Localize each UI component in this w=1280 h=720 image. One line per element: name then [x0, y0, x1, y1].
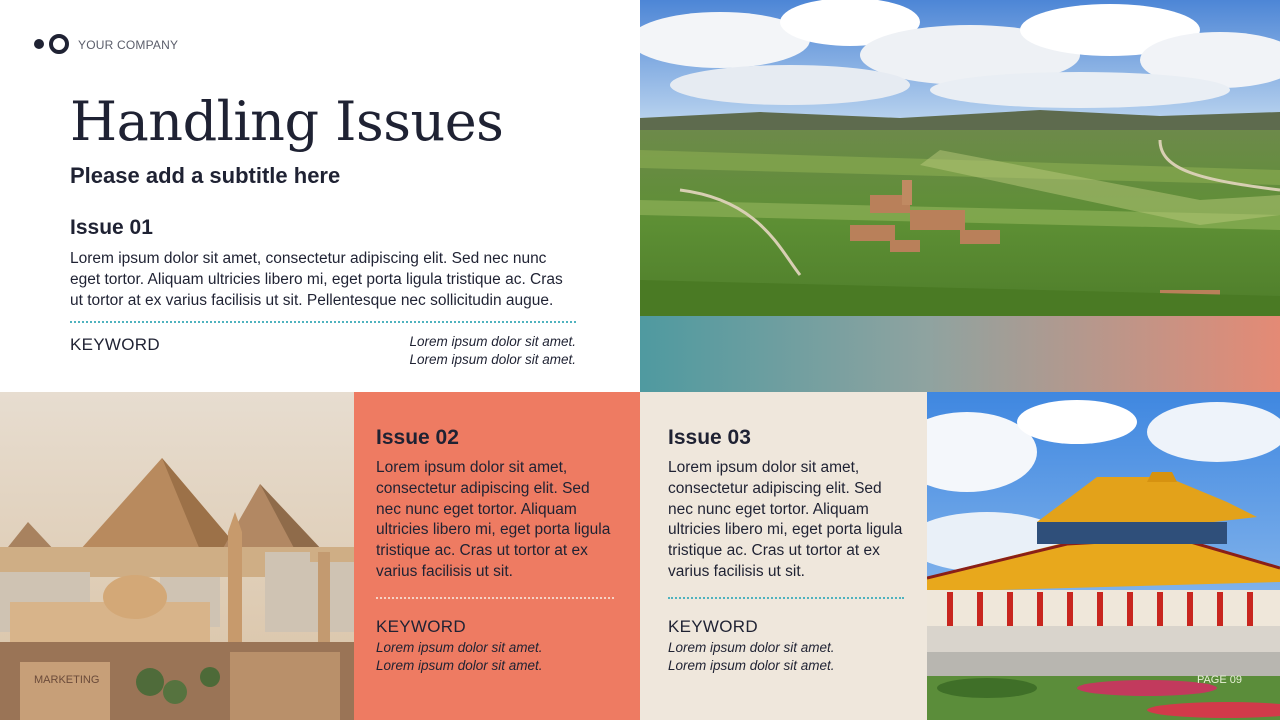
page-title: Handling Issues	[70, 90, 504, 153]
page-subtitle: Please add a subtitle here	[70, 163, 341, 188]
issue-01-block	[70, 216, 580, 377]
issue-03-heading: Issue 03	[668, 426, 751, 449]
issue-01-body: Lorem ipsum dolor sit amet, consectetur adipiscing elit. Sed nec nunc eget tortor. Aliquam ultricies libero mi, eget porta ligula tristique ac. Cras ut tortor at ex varius facilisis ut sit. Pellentesque nec sollicitudin augue.	[70, 250, 563, 309]
issue-02-note: Lorem ipsum dolor sit amet.	[376, 657, 543, 673]
issue-03-panel	[640, 392, 927, 720]
issue-01-keyword: KEYWORD	[70, 335, 160, 354]
issue-01-note: Lorem ipsum dolor sit amet.	[409, 352, 576, 367]
issue-03-note: Lorem ipsum dolor sit amet.	[668, 639, 835, 655]
page-number: PAGE 09	[1196, 674, 1242, 686]
issue-01-divider	[70, 321, 576, 323]
cairo-pyramids-image	[0, 392, 354, 720]
issue-02-note: Lorem ipsum dolor sit amet.	[376, 639, 543, 655]
company-name: YOUR COMPANY	[78, 38, 179, 52]
issue-01-heading: Issue 01	[70, 216, 153, 239]
temple-hall-image	[927, 392, 1280, 720]
issue-02-heading: Issue 02	[376, 426, 459, 449]
issue-03-divider	[668, 597, 904, 599]
issue-03-keyword: KEYWORD	[668, 616, 758, 636]
company-logo-icon	[34, 34, 74, 54]
issue-03-note: Lorem ipsum dolor sit amet.	[668, 657, 835, 673]
issue-02-divider	[376, 597, 614, 599]
footer-category: MARKETING	[34, 674, 100, 686]
issue-03-body: Lorem ipsum dolor sit amet, consectetur adipiscing elit. Sed nec nunc eget tortor. Aliquam ultricies libero mi, eget porta ligula tristique ac. Cras ut tortor at ex varius facilisis ut sit.	[668, 459, 903, 580]
issue-01-note: Lorem ipsum dolor sit amet.	[409, 334, 576, 349]
issue-02-body: Lorem ipsum dolor sit amet, consectetur adipiscing elit. Sed nec nunc eget tortor. Aliquam ultricies libero mi, eget porta ligula tristique ac. Cras ut tortor at ex varius facilisis ut sit.	[376, 459, 611, 580]
issue-02-panel	[354, 392, 640, 720]
issue-02-keyword: KEYWORD	[376, 616, 466, 636]
gradient-band	[640, 316, 1280, 392]
village-landscape-image	[640, 0, 1280, 316]
